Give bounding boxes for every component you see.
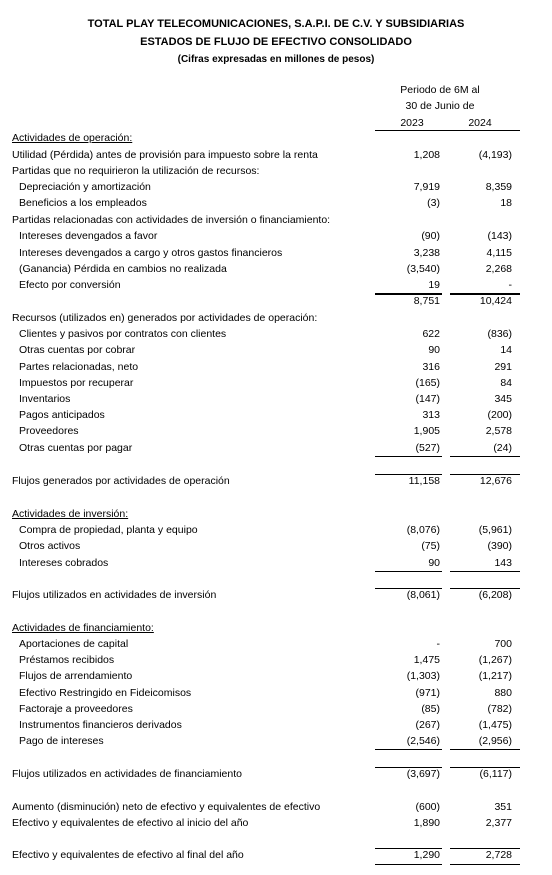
row-label: Factoraje a proveedores <box>19 703 133 715</box>
value-2024: 4,115 <box>486 247 512 259</box>
row-label: Otras cuentas por pagar <box>19 442 133 454</box>
row-label: Impuestos por recuperar <box>19 377 134 389</box>
row-label: Pago de intereses <box>19 735 104 747</box>
company-title: TOTAL PLAY TELECOMUNICACIONES, S.A.P.I. DE C.V. Y SUBSIDIARIAS <box>87 18 465 30</box>
row-label: Compra de propiedad, planta y equipo <box>19 524 198 536</box>
subtotal-rule-2024 <box>450 456 520 457</box>
recoverable-taxes-row <box>0 376 552 391</box>
row-label: Partidas relacionadas con actividades de inversión o financiamiento: <box>12 214 331 226</box>
value-2023: 1,290 <box>413 849 440 861</box>
value-2023: (75) <box>421 540 440 552</box>
row-label: Actividades de operación: <box>12 132 133 144</box>
total-rule-2024 <box>450 848 520 849</box>
amounts-note: (Cifras expresadas en millones de pesos) <box>177 54 375 65</box>
value-2024: 700 <box>494 638 512 650</box>
value-2023: 3,238 <box>413 247 440 259</box>
value-2023: (600) <box>415 801 440 813</box>
row-label: Aportaciones de capital <box>19 638 129 650</box>
inventories-row <box>0 392 552 407</box>
row-label: Flujos utilizados en actividades de financiamiento <box>12 768 242 780</box>
value-2024: (143) <box>487 230 512 242</box>
value-2024: 143 <box>494 557 512 569</box>
row-label: Préstamos recibidos <box>19 654 115 666</box>
row-label: Intereses cobrados <box>19 557 109 569</box>
row-label: Intereses devengados a favor <box>19 230 158 242</box>
total-rule-2023 <box>375 588 442 589</box>
row-label: Depreciación y amortización <box>19 181 151 193</box>
value-2023: (8,061) <box>406 589 440 601</box>
row-label: Partidas que no requirieron la utilización de recursos: <box>12 165 260 177</box>
row-label: Flujos de arrendamiento <box>19 670 133 682</box>
row-label: Clientes y pasivos por contratos con clientes <box>19 328 227 340</box>
row-label: Pagos anticipados <box>19 409 105 421</box>
statement-title: ESTADOS DE FLUJO DE EFECTIVO CONSOLIDADO <box>140 36 412 48</box>
year-2023-header: 2023 <box>400 117 424 129</box>
value-2024: 2,578 <box>485 425 512 437</box>
value-2023: 1,208 <box>413 149 440 161</box>
value-2023: (3,540) <box>406 263 440 275</box>
net-change-cash-row <box>0 800 552 815</box>
supplier-factoring-row <box>0 702 552 717</box>
value-2024: (1,475) <box>478 719 512 731</box>
other-assets-row <box>0 539 552 554</box>
row-label: Instrumentos financieros derivados <box>19 719 182 731</box>
value-2024: (390) <box>487 540 512 552</box>
ppe-purchase-row <box>0 523 552 538</box>
row-label: (Ganancia) Pérdida en cambios no realizada <box>19 263 227 275</box>
period-heading-line2: 30 de Junio de <box>405 100 475 112</box>
other-receivables-row <box>0 343 552 358</box>
row-label: Intereses devengados a cargo y otros gastos financieros <box>19 247 283 259</box>
investing-activities-heading <box>0 507 552 522</box>
value-2024: 14 <box>500 344 512 356</box>
total-rule-2023 <box>375 294 442 295</box>
restricted-cash-row <box>0 686 552 701</box>
value-2024: 345 <box>494 393 512 405</box>
financing-activities-heading <box>0 621 552 636</box>
value-2023: 622 <box>422 328 440 340</box>
row-label: Inventarios <box>19 393 71 405</box>
value-2023: 7,919 <box>413 181 440 193</box>
noncash-items-heading <box>0 164 552 179</box>
operating-cash-flow-row <box>0 474 552 489</box>
investing-cash-flow-row <box>0 588 552 603</box>
value-2024: (4,193) <box>478 149 512 161</box>
value-2024: (6,208) <box>478 589 512 601</box>
row-label: Aumento (disminución) neto de efectivo y equivalentes de efectivo <box>12 801 321 813</box>
interest-collected-row <box>0 556 552 571</box>
value-2023: 1,475 <box>413 654 440 666</box>
subtotal-rule-2023 <box>375 456 442 457</box>
value-2023: 316 <box>422 361 440 373</box>
total-rule-2023 <box>375 848 442 849</box>
subtotal-rule-2023 <box>375 571 442 572</box>
subtotal-rule-2023 <box>375 749 442 750</box>
value-2023: 19 <box>428 279 440 291</box>
row-label: Flujos utilizados en actividades de inversión <box>12 589 217 601</box>
value-2023: (1,303) <box>406 670 440 682</box>
row-label: Efectivo Restringido en Fideicomisos <box>19 687 192 699</box>
value-2024: - <box>508 279 512 291</box>
total-rule-2023 <box>375 767 442 768</box>
value-2024: (836) <box>487 328 512 340</box>
value-2023: (527) <box>415 442 440 454</box>
depreciation-row <box>0 180 552 195</box>
interest-income-row <box>0 229 552 244</box>
row-label: Beneficios a los empleados <box>19 197 147 209</box>
value-2024: (1,267) <box>478 654 512 666</box>
value-2024: (200) <box>487 409 512 421</box>
pretax-income-row <box>0 148 552 163</box>
investing-financing-items-heading <box>0 213 552 228</box>
value-2024: 18 <box>500 197 512 209</box>
row-label: Efectivo y equivalentes de efectivo al inicio del año <box>12 817 249 829</box>
row-label: Otros activos <box>19 540 81 552</box>
derivatives-row <box>0 718 552 733</box>
value-2023: (267) <box>415 719 440 731</box>
cash-end-row <box>0 848 552 863</box>
value-2023: (971) <box>415 687 440 699</box>
value-2024: (1,217) <box>478 670 512 682</box>
value-2024: 291 <box>494 361 512 373</box>
value-2023: 90 <box>428 557 440 569</box>
value-2024: (2,956) <box>478 735 512 747</box>
row-label: Proveedores <box>19 425 79 437</box>
value-2024: 10,424 <box>479 295 512 307</box>
value-2023: 90 <box>428 344 440 356</box>
value-2024: 2,377 <box>485 817 512 829</box>
value-2024: (24) <box>493 442 512 454</box>
value-2023: 313 <box>422 409 440 421</box>
financing-cash-flow-row <box>0 767 552 782</box>
value-2024: (6,117) <box>479 768 512 780</box>
suppliers-row <box>0 424 552 439</box>
value-2023: (3,697) <box>406 768 440 780</box>
value-2024: 12,676 <box>479 475 512 487</box>
operating-subtotal-row <box>0 294 552 309</box>
value-2023: 1,905 <box>413 425 440 437</box>
value-2023: (2,546) <box>406 735 440 747</box>
operating-activities-heading <box>0 131 552 146</box>
year-2024-header: 2024 <box>468 117 492 129</box>
row-label: Actividades de inversión: <box>12 508 129 520</box>
row-label: Recursos (utilizados en) generados por actividades de operación: <box>12 312 318 324</box>
total-rule-2024 <box>450 474 520 475</box>
period-heading-line1: Periodo de 6M al <box>400 84 480 96</box>
loans-received-row <box>0 653 552 668</box>
value-2024: 2,268 <box>485 263 512 275</box>
prepaid-row <box>0 408 552 423</box>
cash-beginning-row <box>0 816 552 831</box>
row-label: Actividades de financiamiento: <box>12 622 154 634</box>
total-rule-2023 <box>375 474 442 475</box>
value-2023: (85) <box>421 703 440 715</box>
value-2023: (147) <box>415 393 440 405</box>
row-label: Efecto por conversión <box>19 279 121 291</box>
value-2024: 8,359 <box>485 181 512 193</box>
employee-benefits-row <box>0 196 552 211</box>
lease-flows-row <box>0 669 552 684</box>
capital-contributions-row <box>0 637 552 652</box>
total-rule-2024 <box>450 767 520 768</box>
value-2023: (3) <box>427 197 440 209</box>
subtotal-rule-2024 <box>450 571 520 572</box>
interest-expense-row <box>0 246 552 261</box>
value-2023: (8,076) <box>406 524 440 536</box>
related-parties-row <box>0 360 552 375</box>
value-2024: 84 <box>500 377 512 389</box>
translation-effect-row <box>0 278 552 293</box>
value-2023: 1,890 <box>413 817 440 829</box>
subtotal-rule-2024 <box>450 749 520 750</box>
final-rule-2024 <box>450 864 520 865</box>
interest-paid-row <box>0 734 552 749</box>
value-2023: 11,158 <box>408 475 440 487</box>
value-2023: 8,751 <box>413 295 440 307</box>
value-2023: - <box>436 638 440 650</box>
row-label: Flujos generados por actividades de operación <box>12 475 230 487</box>
row-label: Efectivo y equivalentes de efectivo al final del año <box>12 849 244 861</box>
final-rule-2023 <box>375 864 442 865</box>
fx-unrealized-row <box>0 262 552 277</box>
total-rule-2024 <box>450 294 520 295</box>
value-2024: 880 <box>494 687 512 699</box>
value-2024: (5,961) <box>478 524 512 536</box>
value-2024: 351 <box>494 801 512 813</box>
customers-row <box>0 327 552 342</box>
row-label: Partes relacionadas, neto <box>19 361 139 373</box>
row-label: Otras cuentas por cobrar <box>19 344 136 356</box>
value-2024: (782) <box>487 703 512 715</box>
value-2023: (90) <box>421 230 440 242</box>
value-2024: 2,728 <box>485 849 512 861</box>
row-label: Utilidad (Pérdida) antes de provisión para impuesto sobre la renta <box>12 149 318 161</box>
working-capital-heading <box>0 311 552 326</box>
other-payables-row <box>0 441 552 456</box>
total-rule-2024 <box>450 588 520 589</box>
value-2023: (165) <box>415 377 440 389</box>
